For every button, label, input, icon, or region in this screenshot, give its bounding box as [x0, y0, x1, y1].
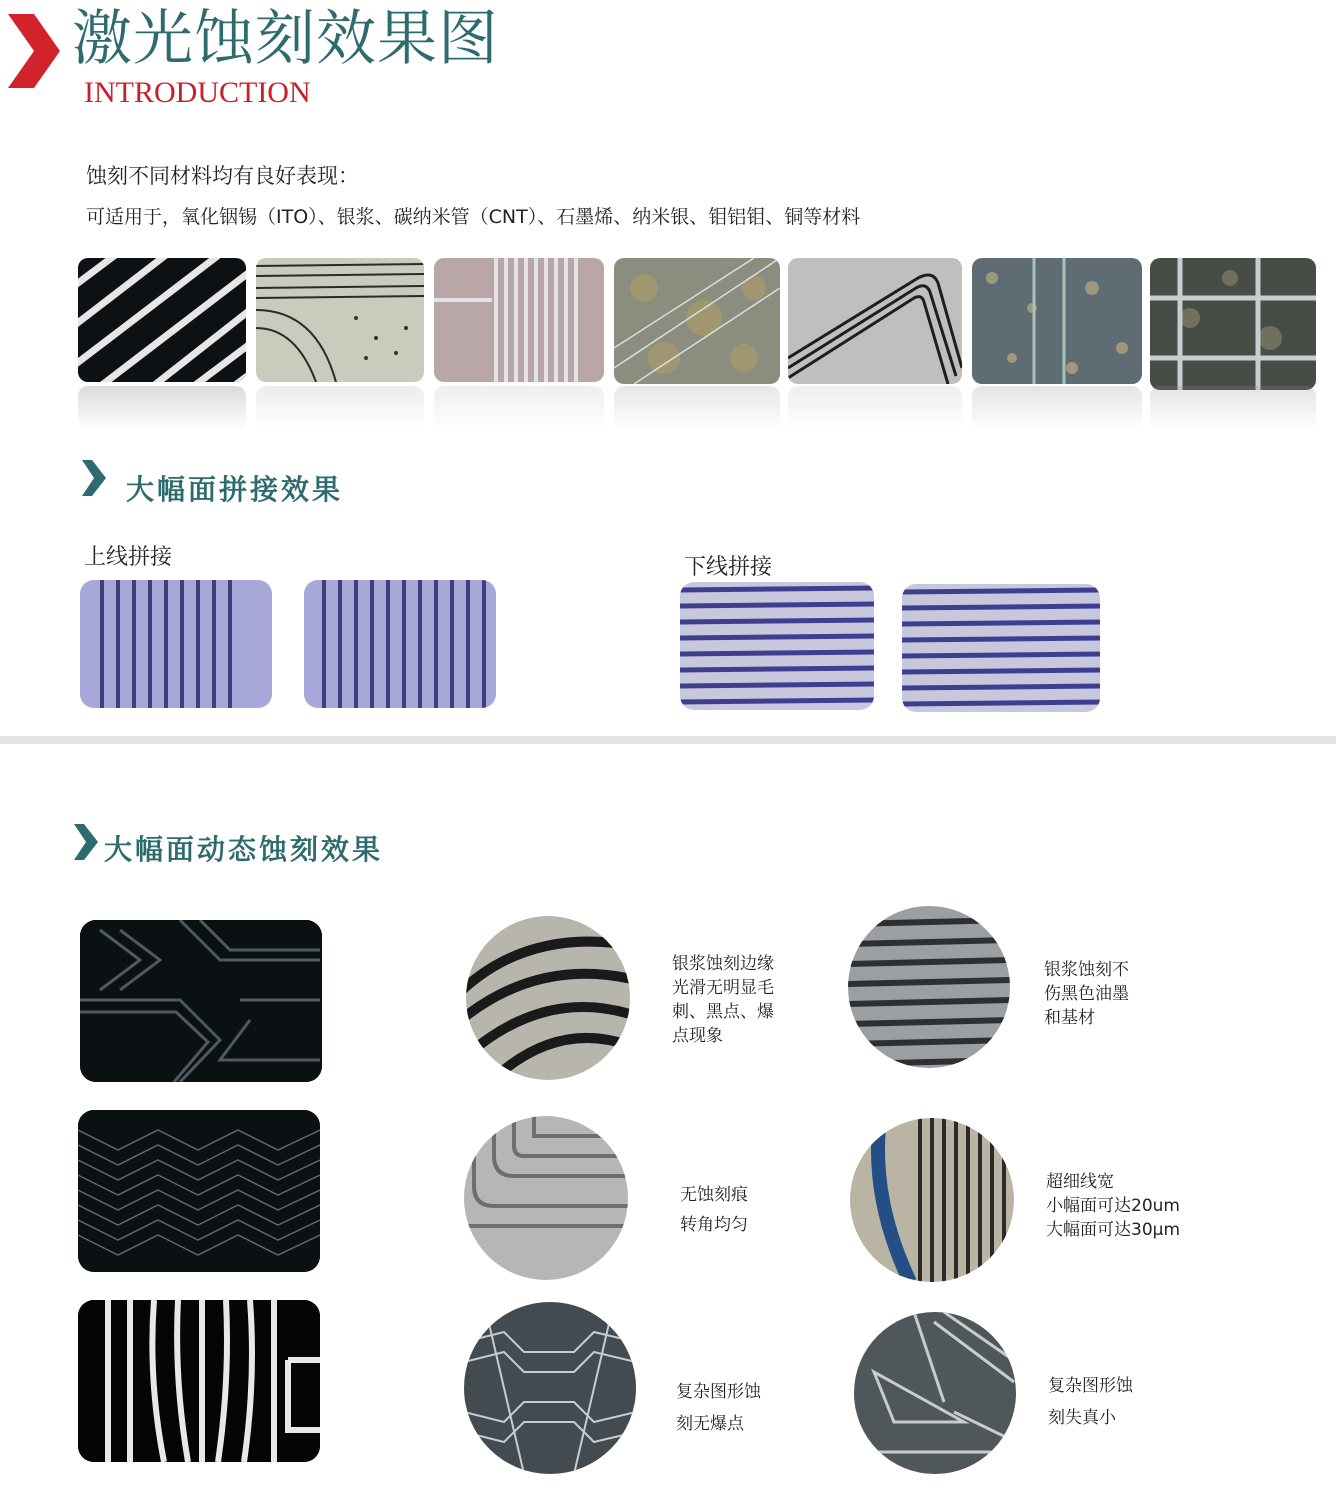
dynamic-sample-image	[78, 1110, 320, 1272]
caption-no-marks: 无蚀刻痕 转角均匀	[680, 1185, 748, 1235]
detail-circle-image	[848, 906, 1010, 1068]
online-stitching-label: 上线拼接	[84, 545, 173, 570]
caption-complex-no-burst: 复杂图形蚀 刻无爆点	[676, 1382, 761, 1434]
chevron-right-icon	[4, 14, 60, 88]
chevron-right-icon	[80, 460, 106, 496]
detail-circle-image	[464, 1302, 636, 1474]
detail-circle-image	[466, 916, 630, 1080]
caption-silver-edge: 银浆蚀刻边缘 光滑无明显毛 刺、黑点、爆 点现象	[672, 954, 774, 1046]
offline-stitching-label: 下线拼接	[684, 555, 773, 580]
page-subtitle: INTRODUCTION	[84, 76, 311, 109]
caption-complex-low-distortion: 复杂图形蚀 刻失真小	[1048, 1376, 1133, 1428]
detail-circle-image	[850, 1118, 1014, 1282]
material-sample-image	[78, 258, 246, 382]
material-sample-image	[614, 258, 780, 384]
chevron-right-icon	[72, 824, 98, 860]
page-title: 激光蚀刻效果图	[72, 4, 499, 74]
material-sample-image	[1150, 258, 1316, 390]
detail-circle-image	[464, 1116, 628, 1280]
section-divider	[0, 736, 1336, 744]
thumb-reflection	[972, 386, 1142, 430]
offline-stitch-sample	[680, 582, 874, 710]
material-sample-image	[788, 258, 962, 384]
intro-line-1: 蚀刻不同材料均有良好表现：	[86, 164, 359, 188]
caption-fine-line: 超细线宽 小幅面可达20um 大幅面可达30μm	[1046, 1172, 1181, 1240]
thumb-reflection	[434, 386, 604, 430]
material-sample-image	[972, 258, 1142, 384]
thumb-reflection	[788, 386, 962, 430]
online-stitch-sample	[80, 580, 272, 708]
thumb-reflection	[1150, 386, 1316, 430]
offline-stitch-sample	[902, 584, 1100, 712]
online-stitch-sample	[304, 580, 496, 708]
dynamic-sample-image	[78, 1300, 320, 1462]
thumb-reflection	[614, 386, 780, 430]
detail-circle-image	[854, 1312, 1016, 1474]
intro-line-2: 可适用于，氧化铟锡（ITO）、银浆、碳纳米管（CNT）、石墨烯、纳米银、钼铝钼、铜等材料	[86, 206, 861, 228]
caption-no-ink-damage: 银浆蚀刻不 伤黑色油墨 和基材	[1044, 960, 1129, 1028]
thumb-reflection	[256, 386, 424, 430]
material-sample-image	[256, 258, 424, 382]
dynamic-sample-image	[80, 920, 322, 1082]
section-heading-stitching: 大幅面拼接效果	[126, 473, 344, 506]
section-heading-dynamic: 大幅面动态蚀刻效果	[104, 833, 384, 866]
thumb-reflection	[78, 386, 246, 430]
material-sample-image	[434, 258, 604, 382]
